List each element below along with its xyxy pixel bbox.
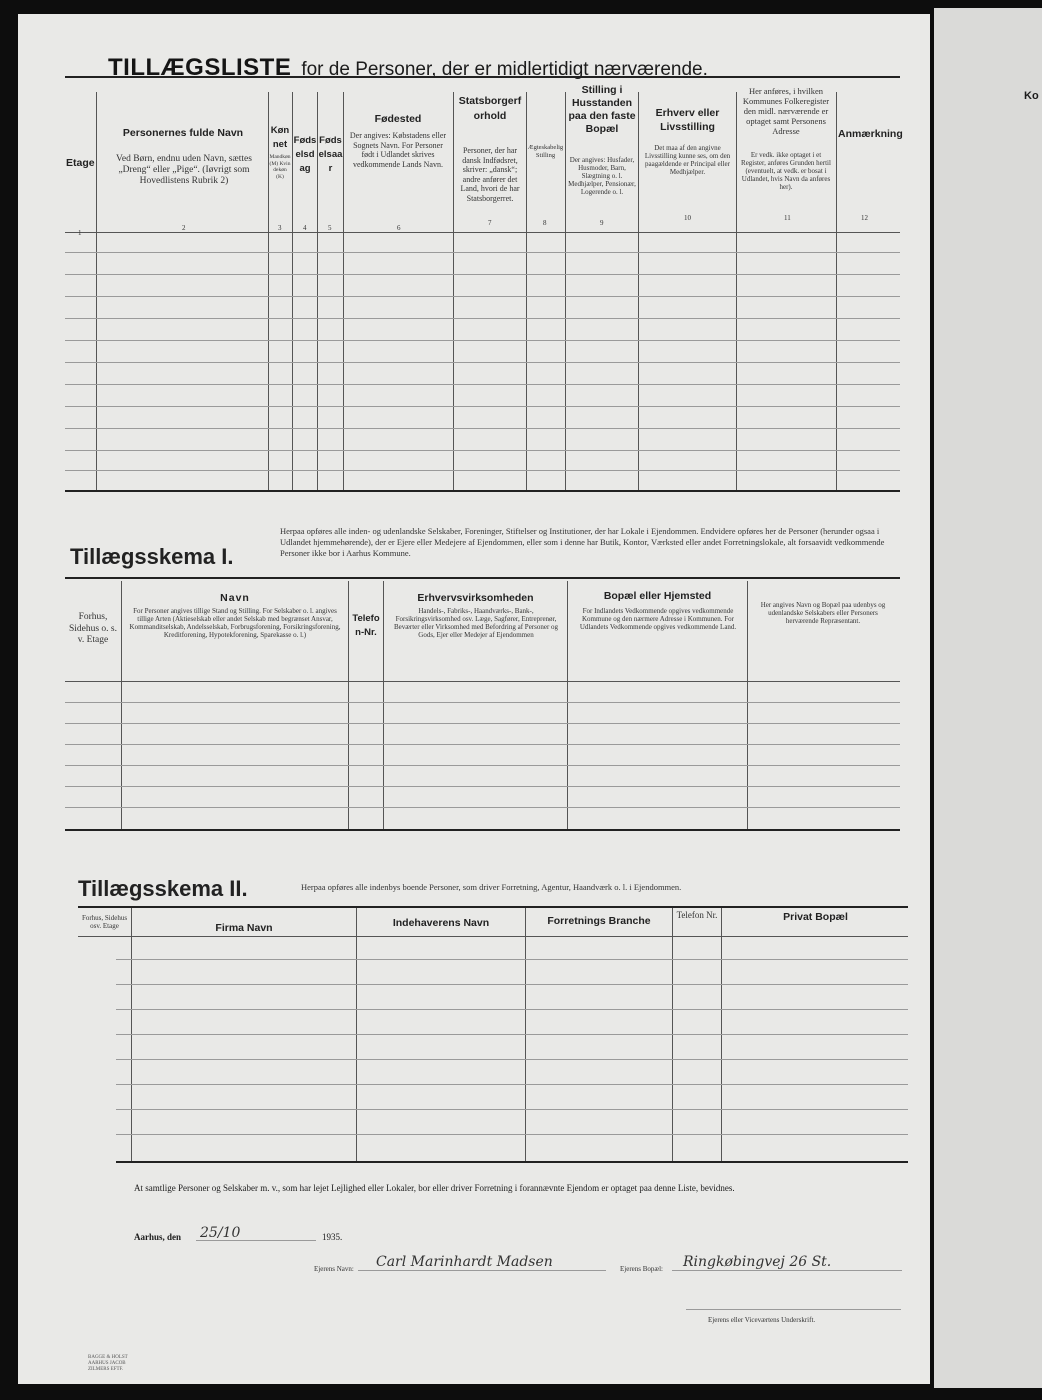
s2-col-address-header: Privat Bopæl: [783, 911, 848, 923]
year-text: 1935.: [322, 1232, 343, 1242]
col-num-6: 6: [397, 224, 401, 232]
col-num-10: 10: [684, 214, 691, 222]
printer-imprint: BAGGE & HOLST AARHUS JACOB ZILMERS EFTF.: [88, 1355, 128, 1372]
form-sheet: [18, 14, 930, 1384]
col-num-11: 11: [784, 214, 791, 222]
col-remark-header: Anmærkning: [838, 128, 903, 140]
owner-name-label: Ejerens Navn:: [314, 1265, 354, 1273]
s1-col-floor-header: Forhus, Sidehus o. s. v. Etage: [68, 612, 118, 645]
signature-label: Ejerens eller Viceværtens Underskrift.: [708, 1316, 816, 1324]
adjacent-page-edge: [934, 8, 1042, 1388]
col-birthplace-note: Der angives: Købstadens eller Sognets Navn. For Personer født i Udlandet skrives vedkommende Lands Navn.: [349, 131, 447, 169]
col-citizenship-header: Statsborgerforhold: [458, 95, 522, 122]
owner-address-label: Ejerens Bopæl:: [620, 1265, 663, 1273]
certification-text: At samtlige Personer og Selskaber m. v., som har lejet Lejlighed eller Lokaler, bor eller driver Forretning i forannævnte Ejendom er optaget paa denne Liste, bevidnes.: [134, 1183, 735, 1193]
s1-col-phone-header: Telefon-Nr.: [352, 613, 380, 638]
col-num-8: 8: [543, 219, 547, 227]
s2-col-branch-header: Forretnings Branche: [547, 915, 651, 927]
s1-col-name-header: Navn: [220, 592, 250, 604]
col-num-2: 2: [182, 224, 186, 232]
form-title-rest: for de Personer, der er midlertidigt nærværende.: [301, 59, 708, 80]
col-citizenship-note: Personer, der har dansk Indfødsret, skriver: „dansk“; andre anfører det Land, hvori de har Statsborgerret.: [460, 146, 520, 203]
s2-col-floor-header: Forhus, Sidehus osv. Etage: [81, 914, 128, 930]
date-handwritten: 25/10: [200, 1225, 241, 1241]
s1-col-representative-note: Her angives Navn og Bopæl paa udenbys og udenlandske Selskabers eller Personers herværende Repræsentant.: [760, 601, 886, 625]
schema2-description: Herpaa opføres alle indenbys boende Personer, som driver Forretning, Agentur, Haandværk o. l. i Ejendommen.: [301, 882, 682, 892]
col-register-header: Her anføres, i hvilken Kommunes Folkeregister den midl. nærværende er optaget samt Personens Adresse: [742, 86, 830, 136]
col-marital-header: Ægteskabelig Stilling: [527, 144, 564, 159]
owner-name-handwritten: Carl Marinhardt Madsen: [376, 1254, 553, 1270]
schema2-title: Tillægsskema II.: [78, 876, 248, 901]
schema1-description: Herpaa opføres alle inden- og udenlandske Selskaber, Foreninger, Stiftelser og Institutioner, der har Lokale i Ejendommen. Endvidere opføres her de Personer (herunder ogsaa i Udlandet hjemmehørende), der er Ejere eller Medejere af Ejendommen, eller som i denne har Butik, Kontor, Værksted eller andet Forretningslokale, alt forsaavidt vedkommende Personer ikke bor i Aarhus Kommune.: [280, 526, 885, 558]
col-num-7: 7: [488, 219, 492, 227]
adjacent-page-fragment: Ko: [1024, 90, 1039, 102]
s1-col-residence-header: Bopæl eller Hjemsted: [603, 590, 712, 602]
col-gender-header: Kønnet: [270, 125, 290, 150]
form-title-main: TILLÆGSLISTE: [108, 54, 292, 81]
col-num-4: 4: [303, 224, 307, 232]
col-num-3: 3: [278, 224, 282, 232]
col-num-1: 1: [78, 229, 82, 237]
col-gender-note: Mandkøn (M) Kvindekøn (K): [269, 154, 291, 180]
col-birthplace-header: Fødested: [374, 113, 422, 125]
col-birthday-header: Fødselsdag: [293, 135, 317, 174]
col-num-12: 12: [861, 214, 868, 222]
col-occupation-note: Det maa af den angivne Livsstilling kunne ses, om den paagældende er Principal eller Medhjælper.: [644, 144, 731, 176]
schema1-title: Tillægsskema I.: [70, 544, 234, 569]
s2-col-phone-header: Telefon Nr.: [676, 910, 718, 920]
owner-address-handwritten: Ringkøbingvej 26 St.: [683, 1254, 832, 1270]
col-etage-header: Etage: [66, 157, 95, 169]
s2-col-owner-header: Indehaverens Navn: [392, 917, 490, 929]
s2-col-firm-header: Firma Navn: [215, 922, 273, 934]
s1-col-name-note: For Personer angives tillige Stand og Stilling. For Selskaber o. l. angives tillige Arten (Aktieselskab eller andet Selskab med begrænset Ansvar, Kommanditselskab, Andelsselskab, Forbrugsforening, Forsikringsforening, Kreditforening, Hypotekforening, Sparekasse o. l.): [129, 607, 341, 639]
col-occupation-header: Erhverv eller Livsstilling: [655, 107, 720, 133]
s1-col-business-header: Erhvervsvirksomheden: [417, 592, 534, 604]
s1-col-residence-note: For Indlandets Vedkommende opgives vedkommende Kommune og den nærmere Adresse i Kommunen. For Udlandets Vedkommende opgives vedkommende Land.: [579, 607, 737, 631]
col-name-header: Personernes fulde Navn: [122, 127, 244, 139]
col-household-note: Der angives: Husfader, Husmoder, Barn, Slægtning o. l. Medhjælper, Pensionær, Logerende o. l.: [568, 156, 636, 196]
col-num-5: 5: [328, 224, 332, 232]
place-date-label: Aarhus, den: [134, 1232, 182, 1242]
col-household-header: Stilling i Husstanden paa den faste Bopæl: [568, 84, 636, 135]
col-num-9: 9: [600, 219, 604, 227]
col-register-note: Er vedk. ikke optaget i et Register, anføres Grunden hertil (eventuelt, at vedk. er bosat i Udlandet, hvis Navn da anføres her).: [741, 151, 831, 191]
col-birthyear-header: Fødselsaar: [318, 135, 343, 174]
col-name-note: Ved Børn, endnu uden Navn, sættes „Dreng“ eller „Pige“. (Iøvrigt som Hovedlistens Rubrik 2): [116, 154, 252, 186]
s1-col-business-note: Handels-, Fabriks-, Haandværks-, Bank-, Forsikringsvirksomhed osv. Læge, Sagfører, Entreprenør, Beværter eller Virksomhed med Befordring af Personer og Gods, Ejer eller Medejer af Ejendommen: [393, 607, 559, 639]
